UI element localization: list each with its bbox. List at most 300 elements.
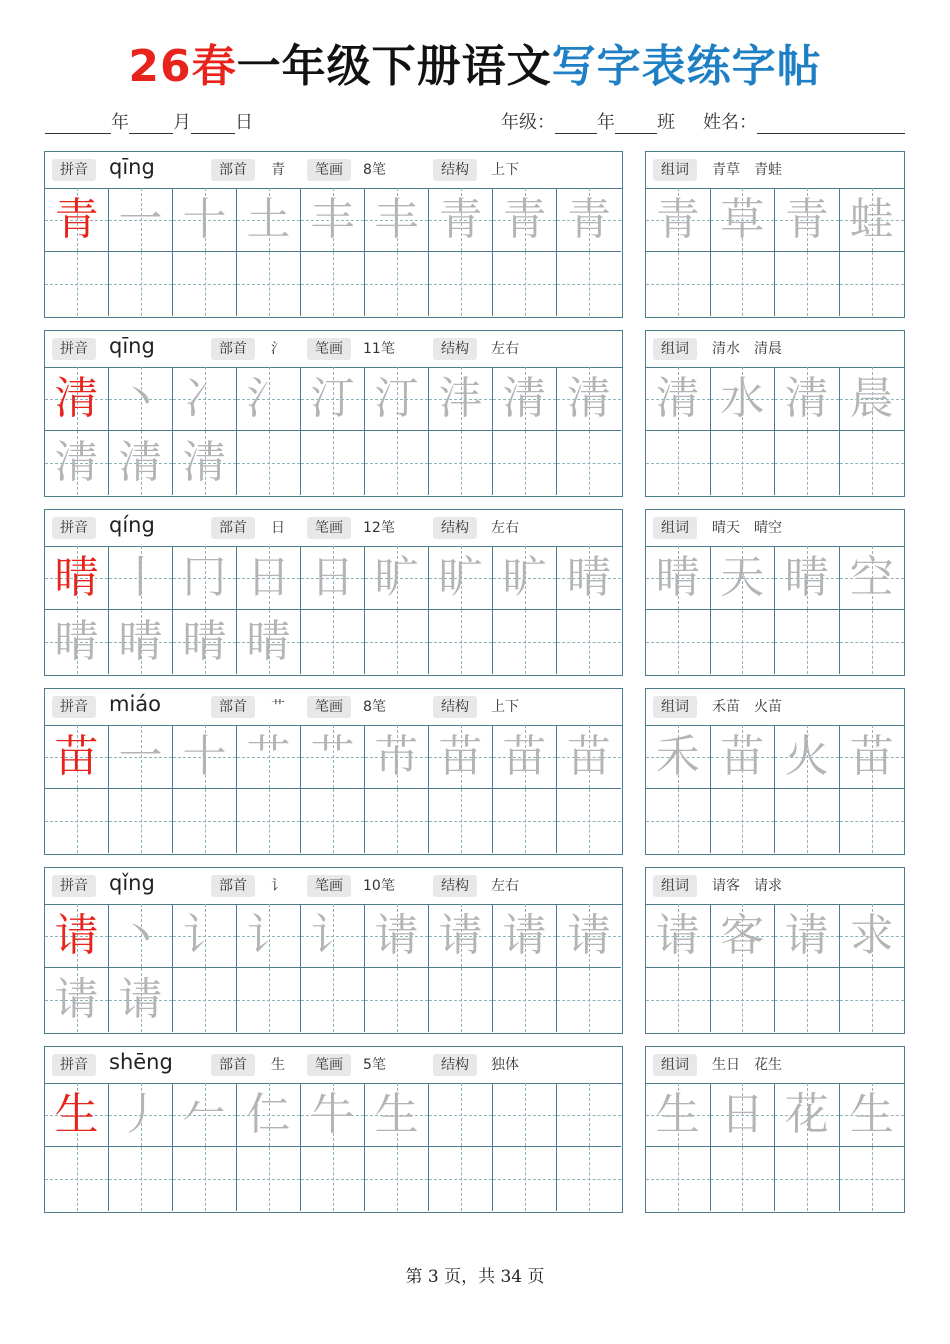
stroke-step: 日 [310,551,355,603]
practice-cell[interactable] [237,968,301,1032]
practice-cell[interactable] [493,789,557,853]
stroke-order-cell [237,188,301,252]
words-value: 晴天 晴空 [712,520,782,536]
tianzige-grid [45,904,622,1032]
word-trace-cell [646,188,711,252]
pinyin-label: 拼音 [52,1054,96,1076]
words-value: 请客 请求 [712,878,782,894]
words-label: 组词 [653,1054,697,1076]
word-trace-character: 客 [720,909,765,961]
stroke-order-cell [429,188,493,252]
stroke-step: 丰 [310,193,355,245]
stroke-step: 讠 [182,909,227,961]
strokes-value: 5笔 [363,1057,386,1073]
words-label: 组词 [653,875,697,897]
words-label: 组词 [653,338,697,360]
radical-value: 讠 [271,878,285,894]
word-trace-cell [840,188,905,252]
title-part-3: 写字表练字帖 [551,41,822,92]
model-cell [45,188,109,252]
word-trace-cell [646,725,711,789]
words-header [646,510,904,547]
practice-cell[interactable] [429,252,493,316]
word-trace-character: 清 [655,372,700,424]
strokes-label: 笔画 [307,1054,351,1076]
trace-character: 晴 [118,616,163,667]
stroke-step: 请 [438,909,483,961]
word-trace-cell [711,188,776,252]
practice-cell[interactable] [173,968,237,1032]
trace-character: 晴 [246,616,291,667]
structure-value: 上下 [491,162,519,178]
stroke-step: 讠 [246,909,291,961]
strokes-label: 笔画 [307,875,351,897]
stroke-step: 冫 [182,372,227,424]
stroke-order-cell [365,725,429,789]
word-practice-cell[interactable] [775,431,840,495]
stroke-step: 清 [502,372,547,424]
stroke-step: 旷 [374,551,419,603]
word-trace-character: 苗 [849,730,894,782]
practice-cell[interactable] [237,431,301,495]
word-trace-cell [711,367,776,431]
stroke-step: 青 [567,193,611,245]
stroke-step: 青 [438,193,483,245]
word-practice-cell[interactable] [711,789,776,853]
stroke-order-cell [109,904,173,968]
stroke-order-cell [237,546,301,610]
practice-cell[interactable] [493,968,557,1032]
words-value: 清水 清晨 [712,341,782,357]
pinyin-label: 拼音 [52,875,96,897]
name-label: 姓名： [703,112,757,133]
trace-character: 晴 [182,616,227,667]
structure-value: 左右 [491,878,519,894]
words-value: 青草 青蛙 [712,162,782,178]
stroke-order-cell [301,904,365,968]
stroke-order-cell [557,546,621,610]
word-trace-character: 生 [655,1088,700,1140]
word-practice-cell[interactable] [840,968,905,1032]
strokes-label: 笔画 [307,517,351,539]
pinyin-label: 拼音 [52,159,96,181]
structure-value: 上下 [491,699,519,715]
word-trace-character: 蛙 [849,193,894,245]
word-trace-character: 日 [720,1088,765,1140]
word-practice-cell[interactable] [775,252,840,316]
words-value: 禾苗 火苗 [712,699,782,715]
practice-cell[interactable] [429,968,493,1032]
radical-value: 氵 [271,341,285,357]
word-practice-cell[interactable] [711,968,776,1032]
word-trace-character: 火 [784,730,829,782]
word-trace-cell [775,904,840,968]
practice-cell[interactable] [301,1147,365,1211]
radical-value: 青 [271,162,285,178]
words-label: 组词 [653,696,697,718]
stroke-step: 艹 [246,730,291,782]
word-trace-cell [775,725,840,789]
practice-cell[interactable] [237,1147,301,1211]
trace-character: 晴 [54,616,99,667]
model-character: 清 [54,372,99,424]
stroke-step: 请 [567,909,611,961]
grade-label: 年级： [501,112,555,133]
stroke-step: 沣 [438,372,483,424]
trace-cell [45,968,109,1032]
stroke-step: 苗 [567,730,611,782]
stroke-order-cell [365,188,429,252]
word-trace-character: 请 [784,909,829,961]
trace-cell [45,431,109,495]
words-header [646,152,904,189]
words-header [646,868,904,905]
word-trace-cell [775,188,840,252]
word-trace-character: 禾 [655,730,700,782]
word-practice-cell[interactable] [646,968,711,1032]
stroke-order-cell [173,367,237,431]
practice-cell[interactable] [301,968,365,1032]
stroke-step: 𠂉 [182,1088,227,1140]
practice-cell[interactable] [365,1147,429,1211]
year-label: 年 [111,112,129,133]
stroke-step: 请 [502,909,547,961]
strokes-value: 11笔 [363,341,395,357]
practice-cell[interactable] [365,431,429,495]
page-footer: 第 3 页，共 34 页 [405,1267,545,1287]
stroke-practice-panel [44,1046,623,1213]
stroke-order-cell [493,904,557,968]
day-blank[interactable] [191,115,235,134]
stroke-step: 丿 [118,1088,163,1140]
stroke-order-cell [557,188,621,252]
practice-cell[interactable] [429,1083,493,1147]
trace-cell [173,431,237,495]
trace-character: 清 [54,437,99,488]
structure-value: 独体 [491,1057,519,1073]
practice-cell[interactable] [493,252,557,316]
structure-label: 结构 [433,338,477,360]
stroke-order-cell [429,546,493,610]
stroke-step: 生 [374,1088,419,1140]
trace-cell [173,610,237,674]
stroke-step: 土 [246,193,291,245]
stroke-order-cell [365,1083,429,1147]
practice-cell[interactable] [493,1147,557,1211]
pinyin-label: 拼音 [52,696,96,718]
student-fields [501,108,905,134]
word-practice-cell[interactable] [775,1147,840,1211]
model-character: 生 [54,1088,99,1140]
practice-cell[interactable] [365,968,429,1032]
tianzige-grid [45,725,622,853]
word-trace-character: 晨 [849,372,894,424]
practice-cell[interactable] [301,252,365,316]
char-info-header [45,1047,622,1084]
practice-cell[interactable] [45,252,109,316]
practice-cell[interactable] [493,1083,557,1147]
word-trace-cell [840,367,905,431]
word-trace-character: 晴 [784,551,829,603]
practice-cell[interactable] [557,252,621,316]
stroke-order-cell [237,904,301,968]
char-info-header [45,868,622,905]
practice-cell[interactable] [173,1147,237,1211]
tianzige-grid [45,188,622,316]
year-blank[interactable] [45,115,111,134]
trace-character: 请 [54,974,99,1025]
practice-cell[interactable] [109,789,173,853]
stroke-order-cell [173,188,237,252]
radical-label: 部首 [211,338,255,360]
practice-cell[interactable] [301,610,365,674]
practice-cell[interactable] [237,789,301,853]
word-practice-cell[interactable] [646,431,711,495]
stroke-order-cell [365,367,429,431]
stroke-step: 丶 [118,372,163,424]
practice-cell[interactable] [429,610,493,674]
tianzige-grid [45,367,622,495]
stroke-step: 讠 [310,909,355,961]
practice-cell[interactable] [45,789,109,853]
words-value: 生日 花生 [712,1057,782,1073]
word-practice-cell[interactable] [711,610,776,674]
practice-cell[interactable] [429,1147,493,1211]
stroke-step: 汀 [310,372,355,424]
trace-character: 清 [182,437,227,488]
radical-value: 生 [271,1057,285,1073]
word-trace-cell [840,904,905,968]
practice-cell[interactable] [173,789,237,853]
word-practice-panel [645,867,905,1034]
stroke-step: 氵 [246,372,291,424]
stroke-step: 苗 [438,730,483,782]
stroke-order-cell [301,1083,365,1147]
stroke-order-cell [365,546,429,610]
word-grid [646,546,904,674]
word-trace-cell [711,725,776,789]
strokes-value: 10笔 [363,878,395,894]
pinyin-value: qīng [109,155,155,179]
word-trace-character: 晴 [655,551,700,603]
practice-cell[interactable] [557,968,621,1032]
practice-cell[interactable] [301,789,365,853]
tianzige-grid [45,1083,622,1211]
word-trace-character: 草 [720,193,765,245]
stroke-step: 丰 [374,193,419,245]
trace-cell [45,610,109,674]
stroke-step: 汀 [374,372,419,424]
pinyin-value: shēng [109,1050,173,1074]
stroke-step: 晴 [567,551,611,603]
strokes-label: 笔画 [307,159,351,181]
strokes-value: 8笔 [363,162,386,178]
practice-cell[interactable] [365,610,429,674]
structure-label: 结构 [433,875,477,897]
radical-label: 部首 [211,517,255,539]
practice-block [44,1046,905,1213]
stroke-order-cell [173,904,237,968]
word-trace-cell [840,546,905,610]
practice-cell[interactable] [429,431,493,495]
word-trace-cell [711,546,776,610]
stroke-step: 旷 [502,551,547,603]
title-part-1: 26春 [128,41,237,92]
grade-unit: 年 [597,112,615,133]
word-practice-panel [645,1046,905,1213]
model-character: 请 [54,909,99,961]
practice-cell[interactable] [173,252,237,316]
model-character: 青 [54,193,99,245]
practice-block [44,688,905,855]
stroke-order-cell [237,725,301,789]
page-title [0,30,950,94]
month-label: 月 [173,112,191,133]
words-label: 组词 [653,517,697,539]
title-part-2: 一年级下册语文 [236,41,552,92]
word-trace-character: 青 [655,193,700,245]
word-practice-cell[interactable] [711,431,776,495]
model-character: 苗 [54,730,99,782]
practice-cell[interactable] [109,1147,173,1211]
stroke-step: 旷 [438,551,483,603]
word-practice-cell[interactable] [840,252,905,316]
practice-cell[interactable] [557,610,621,674]
stroke-order-cell [429,725,493,789]
word-practice-cell[interactable] [646,1147,711,1211]
practice-cell[interactable] [557,1083,621,1147]
char-info-header [45,510,622,547]
stroke-practice-panel [44,688,623,855]
stroke-order-cell [429,367,493,431]
grade-blank[interactable] [555,115,597,134]
word-practice-cell[interactable] [646,252,711,316]
model-cell [45,725,109,789]
practice-cell[interactable] [493,610,557,674]
stroke-step: 芇 [374,730,419,782]
practice-cell[interactable] [557,1147,621,1211]
stroke-order-cell [557,725,621,789]
practice-block [44,509,905,676]
word-trace-character: 请 [655,909,700,961]
structure-value: 左右 [491,520,519,536]
word-trace-cell [775,546,840,610]
word-trace-character: 花 [784,1088,829,1140]
word-practice-cell[interactable] [711,252,776,316]
word-practice-cell[interactable] [775,968,840,1032]
stroke-order-cell [493,188,557,252]
word-trace-cell [775,367,840,431]
practice-cell[interactable] [365,252,429,316]
pinyin-label: 拼音 [52,517,96,539]
word-practice-cell[interactable] [775,610,840,674]
practice-cell[interactable] [429,789,493,853]
model-cell [45,546,109,610]
practice-cell[interactable] [557,789,621,853]
word-practice-cell[interactable] [840,610,905,674]
words-header [646,331,904,368]
class-blank[interactable] [615,115,657,134]
word-practice-panel [645,151,905,318]
trace-cell [109,610,173,674]
practice-cell[interactable] [109,252,173,316]
practice-cell[interactable] [365,789,429,853]
radical-label: 部首 [211,696,255,718]
word-practice-cell[interactable] [646,610,711,674]
structure-label: 结构 [433,696,477,718]
word-trace-character: 空 [849,551,894,603]
stroke-step: 一 [118,730,163,782]
word-practice-cell[interactable] [840,789,905,853]
model-cell [45,1083,109,1147]
stroke-step: 清 [567,372,611,424]
stroke-practice-panel [44,330,623,497]
practice-cell[interactable] [301,431,365,495]
word-practice-cell[interactable] [646,789,711,853]
model-cell [45,367,109,431]
pinyin-value: qīng [109,334,155,358]
word-practice-cell[interactable] [711,1147,776,1211]
trace-character: 请 [118,974,163,1025]
practice-cell[interactable] [237,252,301,316]
word-grid [646,367,904,495]
stroke-order-cell [365,904,429,968]
pinyin-value: miáo [109,692,162,716]
stroke-order-cell [301,188,365,252]
practice-cell[interactable] [493,431,557,495]
practice-cell[interactable] [45,1147,109,1211]
word-practice-cell[interactable] [840,431,905,495]
word-trace-character: 清 [784,372,829,424]
class-label: 班 [657,112,675,133]
practice-block [44,151,905,318]
word-trace-cell [711,1083,776,1147]
pinyin-value: qǐng [109,871,155,895]
stroke-order-cell [109,1083,173,1147]
stroke-practice-panel [44,509,623,676]
stroke-step: 一 [118,193,163,245]
stroke-step: 牛 [310,1088,355,1140]
practice-cell[interactable] [557,431,621,495]
model-character: 晴 [54,551,99,603]
stroke-step: 冂 [182,551,227,603]
stroke-step: 十 [182,193,227,245]
word-trace-cell [840,725,905,789]
name-blank[interactable] [757,115,905,134]
practice-block [44,867,905,1034]
date-fields [45,108,253,134]
radical-label: 部首 [211,875,255,897]
month-blank[interactable] [129,115,173,134]
stroke-step: 仁 [246,1088,291,1140]
word-practice-panel [645,688,905,855]
word-trace-cell [775,1083,840,1147]
stroke-order-cell [493,725,557,789]
stroke-step: 艹 [310,730,355,782]
word-practice-cell[interactable] [775,789,840,853]
word-trace-cell [840,1083,905,1147]
stroke-order-cell [557,367,621,431]
strokes-value: 12笔 [363,520,395,536]
radical-label: 部首 [211,1054,255,1076]
stroke-order-cell [109,367,173,431]
char-info-header [45,689,622,726]
char-info-header [45,152,622,189]
info-line [45,108,905,134]
word-trace-character: 青 [784,193,829,245]
word-practice-cell[interactable] [840,1147,905,1211]
stroke-order-cell [109,546,173,610]
